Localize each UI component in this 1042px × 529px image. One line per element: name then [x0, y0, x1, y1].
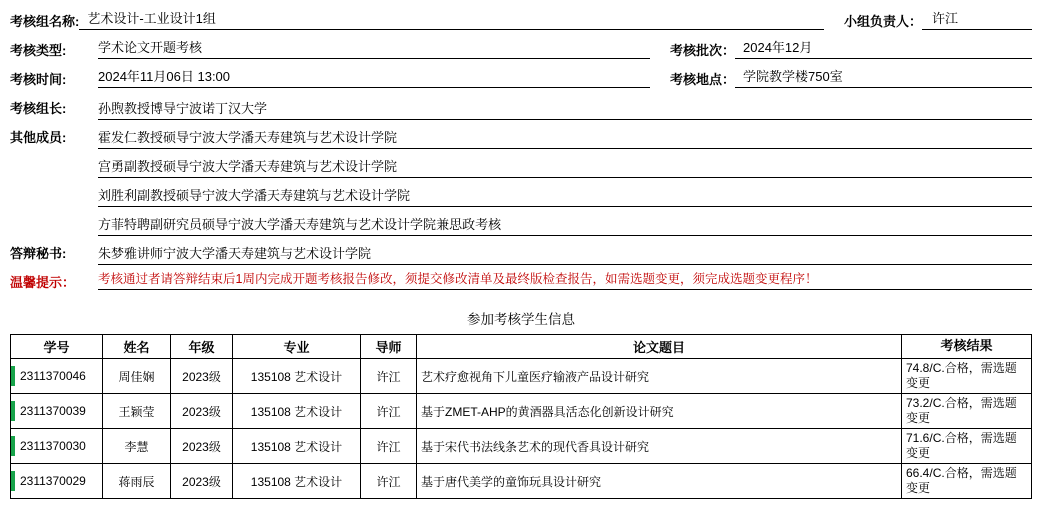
cell-major: 135108 艺术设计	[233, 394, 361, 429]
row-member-3	[10, 182, 1032, 211]
column-header-grade: 年级	[171, 335, 233, 359]
group-name-label: 考核组名称:	[10, 14, 80, 29]
member-org: 宁波大学潘天寿建筑与艺术设计学院	[228, 217, 437, 232]
row-selected-marker-icon	[11, 366, 15, 386]
cell-grade: 2023级	[171, 394, 233, 429]
row-reminder	[10, 269, 1032, 298]
students-table	[10, 334, 1032, 499]
member-org: 宁波大学潘天寿建筑与艺术设计学院	[202, 188, 411, 203]
cell-tutor: 许江	[361, 464, 417, 499]
spacer-label	[10, 153, 98, 156]
student-id-text: 2311370046	[20, 369, 86, 383]
column-header-major: 专业	[233, 335, 361, 359]
cell-result: 71.6/C.合格，需选题变更	[902, 429, 1032, 464]
cell-topic: 艺术疗愈视角下儿童医疗输液产品设计研究	[417, 359, 902, 394]
cell-major: 135108 艺术设计	[233, 429, 361, 464]
member-title: 副教授	[124, 159, 164, 174]
column-header-tutor: 导师	[361, 335, 417, 359]
member-name: 宫勇	[98, 159, 125, 174]
row-secretary	[10, 240, 1032, 269]
cell-tutor: 许江	[361, 394, 417, 429]
cell-result: 73.2/C.合格，需选题变更	[902, 394, 1032, 429]
secretary-title: 讲师	[137, 246, 164, 261]
table-row[interactable]	[11, 464, 1032, 499]
place-label: 考核地点：	[670, 72, 736, 87]
column-header-result: 考核结果	[902, 335, 1032, 359]
row-member-2	[10, 153, 1032, 182]
table-header-row	[11, 335, 1032, 359]
row-member-1	[10, 124, 1032, 153]
secretary-name: 朱梦雅	[98, 246, 138, 261]
cell-student-id	[11, 464, 103, 499]
member-name: 霍发仁	[98, 130, 138, 145]
group-name-value: 艺术设计-工业设计1组	[87, 11, 216, 26]
spacer-label	[10, 182, 98, 185]
chief-degree: 博导	[150, 101, 177, 116]
member-degree: 硕导	[176, 188, 203, 203]
chief-org: 宁波诺丁汉大学	[176, 101, 268, 116]
cell-student-name: 周佳娴	[103, 359, 171, 394]
time-label: 考核时间:	[10, 72, 67, 87]
student-id-text: 2311370039	[20, 404, 86, 418]
secretary-org: 宁波大学潘天寿建筑与艺术设计学院	[163, 246, 372, 261]
row-selected-marker-icon	[11, 436, 15, 456]
chief-label: 考核组长:	[10, 101, 67, 116]
member-degree: 硕导	[202, 217, 229, 232]
leader-value: 许江	[932, 11, 959, 26]
secretary-label: 答辩秘书:	[10, 246, 67, 261]
row-chief-examiner	[10, 95, 1032, 124]
cell-result: 66.4/C.合格，需选题变更	[902, 464, 1032, 499]
row-assessment-type	[10, 37, 1032, 66]
member-degree: 硕导	[163, 159, 190, 174]
column-header-name: 姓名	[103, 335, 171, 359]
member-org: 宁波大学潘天寿建筑与艺术设计学院	[189, 159, 398, 174]
cell-result: 74.8/C.合格，需选题变更	[902, 359, 1032, 394]
cell-tutor: 许江	[361, 359, 417, 394]
student-id-text: 2311370029	[20, 474, 86, 488]
member-name: 刘胜利	[98, 188, 138, 203]
cell-topic: 基于唐代美学的童饰玩具设计研究	[417, 464, 902, 499]
member-title: 特聘副研究员	[124, 217, 203, 232]
student-id-text: 2311370030	[20, 439, 86, 453]
cell-major: 135108 艺术设计	[233, 464, 361, 499]
students-section-title: 参加考核学生信息	[467, 312, 575, 327]
row-member-4	[10, 211, 1032, 240]
spacer-label	[10, 211, 98, 214]
cell-student-id	[11, 429, 103, 464]
cell-grade: 2023级	[171, 359, 233, 394]
cell-student-name: 王颖莹	[103, 394, 171, 429]
reminder-text: 考核通过者请答辩结束后1周内完成开题考核报告修改，须提交修改清单及最终版检查报告，如需选题变更，须完成选题变更程序！	[98, 272, 818, 286]
member-degree: 硕导	[163, 130, 190, 145]
member-title: 副教授	[137, 188, 177, 203]
type-value: 学术论文开题考核	[98, 40, 203, 55]
row-group-name	[10, 8, 1032, 37]
cell-student-id	[11, 394, 103, 429]
batch-label: 考核批次：	[670, 43, 736, 58]
table-row[interactable]	[11, 359, 1032, 394]
cell-grade: 2023级	[171, 464, 233, 499]
row-selected-marker-icon	[11, 471, 15, 491]
table-row[interactable]	[11, 394, 1032, 429]
reminder-label: 温馨提示：	[10, 275, 76, 290]
member-name: 方菲	[98, 217, 125, 232]
column-header-topic: 论文题目	[417, 335, 902, 359]
cell-student-name: 蒋雨辰	[103, 464, 171, 499]
time-value: 2024年11月06日 13:00	[98, 69, 231, 84]
cell-student-id	[11, 359, 103, 394]
row-assessment-time	[10, 66, 1032, 95]
leader-label: 小组负责人：	[843, 14, 922, 29]
type-label: 考核类型:	[10, 43, 67, 58]
cell-topic: 基于宋代书法线条艺术的现代香具设计研究	[417, 429, 902, 464]
chief-name: 孙煦	[98, 101, 125, 116]
member-org: 宁波大学潘天寿建筑与艺术设计学院	[189, 130, 398, 145]
cell-major: 135108 艺术设计	[233, 359, 361, 394]
place-value: 学院教学楼750室	[743, 69, 843, 84]
batch-value: 2024年12月	[743, 40, 813, 55]
column-header-id: 学号	[11, 335, 103, 359]
other-members-label: 其他成员:	[10, 130, 67, 145]
row-selected-marker-icon	[11, 401, 15, 421]
table-row[interactable]	[11, 429, 1032, 464]
cell-student-name: 李慧	[103, 429, 171, 464]
member-title: 教授	[137, 130, 164, 145]
member-note: 兼思政考核	[436, 217, 502, 232]
chief-title: 教授	[124, 101, 151, 116]
cell-grade: 2023级	[171, 429, 233, 464]
cell-topic: 基于ZMET-AHP的黄酒器具活态化创新设计研究	[417, 394, 902, 429]
cell-tutor: 许江	[361, 429, 417, 464]
